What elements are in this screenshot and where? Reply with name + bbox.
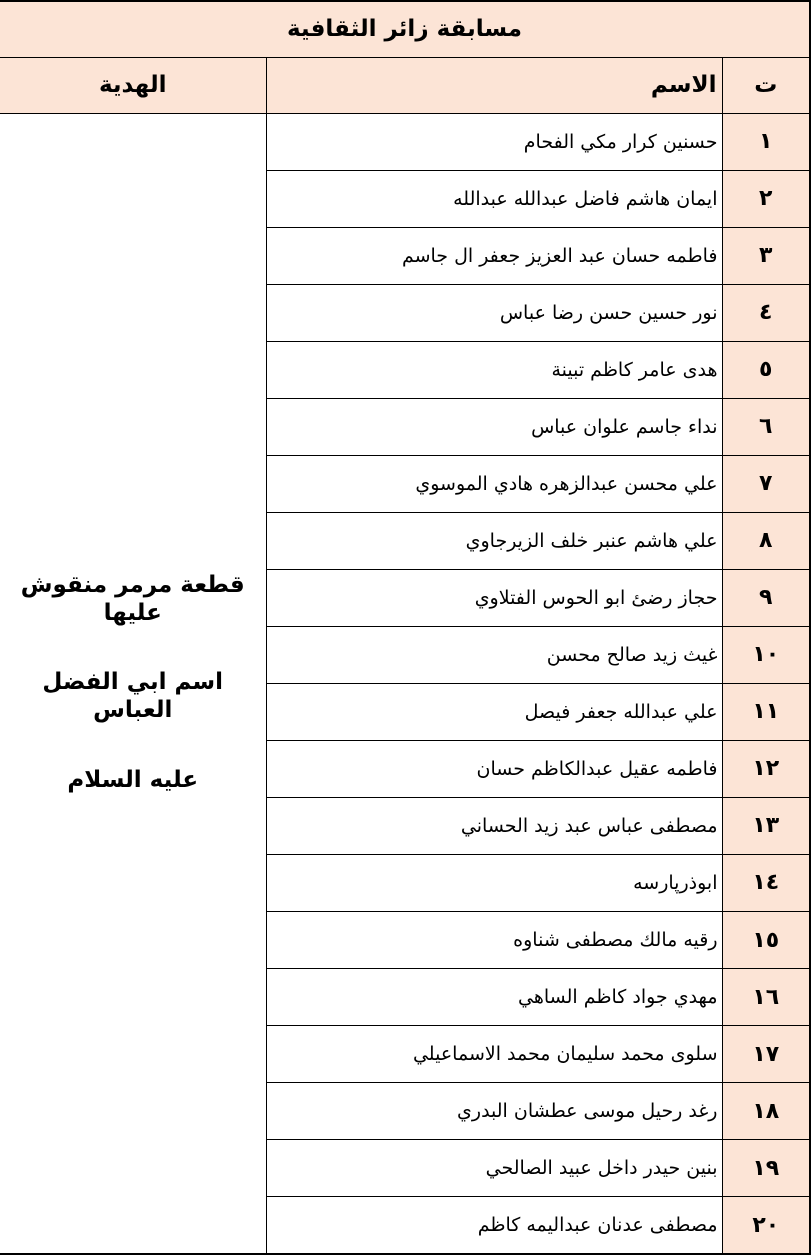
row-number: ١٩ [722,1140,810,1197]
table-body [0,1,810,1254]
row-number: ٣ [722,227,810,284]
row-number: ١١ [722,683,810,740]
row-number: ١٦ [722,969,810,1026]
row-number: ١ [722,113,810,170]
row-number: ٢٠ [722,1197,810,1254]
row-name: نداء جاسم علوان عباس [266,398,722,455]
row-number: ٥ [722,341,810,398]
row-number: ١٤ [722,854,810,911]
row-name: رغد رحيل موسى عطشان البدري [266,1083,722,1140]
row-number: ٨ [722,512,810,569]
row-name: بنين حيدر داخل عبيد الصالحي [266,1140,722,1197]
row-name: فاطمه عقيل عبدالكاظم حسان [266,740,722,797]
row-number: ١٣ [722,797,810,854]
gift-line-2: اسم ابي الفضل العباس [42,669,224,724]
row-number: ٧ [722,455,810,512]
row-name: حجاز رضئ ابو الحوس الفتلاوي [266,569,722,626]
column-header-gift: الهدية [0,57,266,113]
column-header-name: الاسم [266,57,722,113]
column-header-number: ت [722,57,810,113]
page-title: مسابقة زائر الثقافية [0,1,810,57]
row-name: ابوذرپارسه [266,854,722,911]
table-row [0,113,810,170]
row-number: ١٥ [722,912,810,969]
row-number: ١٠ [722,626,810,683]
gift-line-1: قطعة مرمر منقوش عليها [20,572,245,626]
row-name: نور حسين حسن رضا عباس [266,284,722,341]
row-name: مصطفى عدنان عبداليمه كاظم [266,1197,722,1254]
row-number: ٩ [722,569,810,626]
row-name: فاطمه حسان عبد العزيز جعفر ال جاسم [266,227,722,284]
row-name: علي هاشم عنبر خلف الزيرجاوي [266,512,722,569]
row-name: مهدي جواد كاظم الساهي [266,969,722,1026]
row-name: علي محسن عبدالزهره هادي الموسوي [266,455,722,512]
row-number: ٤ [722,284,810,341]
row-name: حسنين كرار مكي الفحام [266,113,722,170]
row-name: سلوى محمد سليمان محمد الاسماعيلي [266,1026,722,1083]
gift-line-3: عليه السلام [67,766,199,793]
row-name: رقيه مالك مصطفى شناوه [266,912,722,969]
row-number: ١٢ [722,740,810,797]
row-name: هدى عامر كاظم تبينة [266,341,722,398]
row-number: ٢ [722,170,810,227]
gift-cell [0,113,266,1254]
row-name: مصطفى عباس عبد زيد الحساني [266,797,722,854]
row-name: ايمان هاشم فاضل عبدالله عبدالله [266,170,722,227]
row-name: غيث زيد صالح محسن [266,626,722,683]
header-row [0,57,810,113]
row-number: ١٧ [722,1026,810,1083]
row-name: علي عبدالله جعفر فيصل [266,683,722,740]
row-number: ١٨ [722,1083,810,1140]
row-number: ٦ [722,398,810,455]
title-row [0,1,810,57]
